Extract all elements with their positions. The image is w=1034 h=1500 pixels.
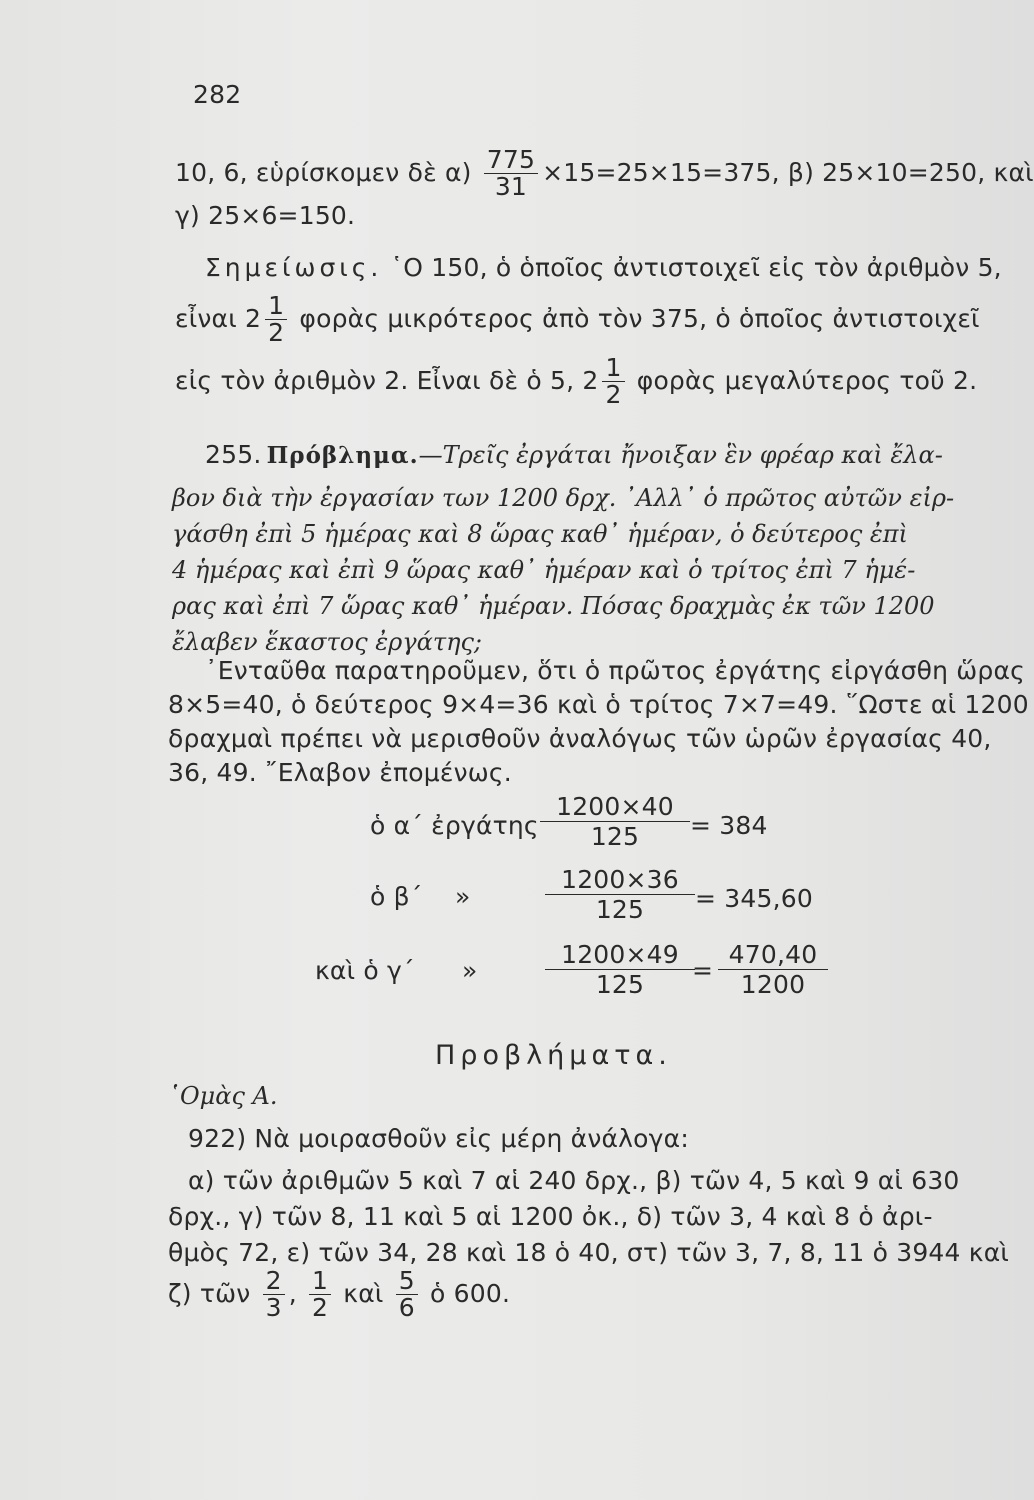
solution-line-2: γ) 25×6=150. <box>175 201 356 230</box>
problem-number: 255. <box>205 440 262 469</box>
equation-1-result: = 384 <box>690 811 768 840</box>
fraction-one-half-2: $\frac{1}{2}$ <box>602 355 624 409</box>
exercise-line-4: θμὸς 72, ε) τῶν 34, 28 καὶ 18 ὁ 40, στ) τῶν 3, 7, 8, 11 ὁ 3944 καὶ <box>168 1238 1010 1267</box>
fraction-one-half: $\frac{1}{2}$ <box>265 293 287 347</box>
problem-title: Πρόβλημα. <box>266 442 419 469</box>
problem-text-1: —Τρεῖς ἐργάται ἤνοιξαν ἓν φρέαρ καὶ ἔλα- <box>418 441 943 469</box>
problem-line-1 <box>205 440 943 469</box>
equation-2-result: = 345,60 <box>695 884 813 913</box>
line1-end: ×15=25×15=375, β) 25×10=250, καὶ <box>542 157 1034 187</box>
note-text: ῾Ο 150, ὁ ὁποῖος ἀντιστοιχεῖ εἰς τὸν ἀριθμὸν 5, <box>390 253 1002 282</box>
exercise-line-2: α) τῶν ἀριθμῶν 5 καὶ 7 αἱ 240 δρχ., β) τῶν 4, 5 καὶ 9 αἱ 630 <box>188 1166 960 1195</box>
problem-line-6: ἔλαβεν ἕκαστος ἐργάτης; <box>172 628 482 656</box>
fraction-five-sixths: $\frac{5}{6}$ <box>396 1268 418 1322</box>
exercise-line-1: 922) Νὰ μοιρασθοῦν εἰς μέρη ἀνάλογα: <box>188 1124 689 1153</box>
solution-text-2: 8×5=40, ὁ δεύτερος 9×4=36 καὶ ὁ τρίτος 7×7=49. ῞Ωστε αἱ 1200 <box>168 690 1029 719</box>
group-label: ῾Ομὰς Α. <box>168 1082 278 1110</box>
fraction-775-31: $\frac{775}{31}$ <box>484 147 538 201</box>
problem-line-3: γάσθη ἐπὶ 5 ἡμέρας καὶ 8 ὥρας καθ᾿ ἡμέραν, ὁ δεύτερος ἐπὶ <box>172 520 908 548</box>
page-number: 282 <box>193 80 242 109</box>
note-line-2: εἶναι 2 $\frac{1}{2}$ φορὰς μικρότερος ἀπὸ τὸν 375, ὁ ὁποῖος ἀντιστοιχεῖ <box>175 291 980 348</box>
equation-1-fraction: 1200×40 125 <box>540 792 690 851</box>
solution-text-4: 36, 49. ῎Ελαβον ἐπομένως. <box>168 758 512 787</box>
exercise-line-5: ζ) τῶν $\frac{2}{3}$ , $\frac{1}{2}$ καὶ $\frac{5}{6}$ ὁ 600. <box>168 1266 511 1323</box>
solution-line-1 <box>175 147 1034 201</box>
section-title: Προβλήματα. <box>435 1040 672 1071</box>
equation-label-1: ὁ α΄ ἐργάτης <box>370 811 539 840</box>
problem-line-2: βον διὰ τὴν ἐργασίαν των 1200 δρχ. ᾿Αλλ᾿ ὁ πρῶτος αὐτῶν εἰρ- <box>172 484 955 512</box>
note-line-3: εἰς τὸν ἀριθμὸν 2. Εἶναι δὲ ὁ 5, 2 $\frac{1}{2}$ φορὰς μεγαλύτερος τοῦ 2. <box>175 353 978 410</box>
fraction-one-half-3: $\frac{1}{2}$ <box>309 1268 331 1322</box>
equation-label-2: ὁ β΄ <box>370 882 423 911</box>
solution-text-3: δραχμαὶ πρέπει νὰ μερισθοῦν ἀναλόγως τῶν ὡρῶν ἐργασίας 40, <box>168 724 992 753</box>
exercise-line-3: δρχ., γ) τῶν 8, 11 καὶ 5 αἱ 1200 ὀκ., δ) τῶν 3, 4 καὶ 8 ὁ ἀρι- <box>168 1202 933 1231</box>
solution-text-1: ᾿Ενταῦθα παρατηροῦμεν, ὅτι ὁ πρῶτος ἐργάτης εἰργάσθη ὥρας <box>205 656 1026 685</box>
ditto-mark-3: » <box>462 956 478 985</box>
problem-line-5: ρας καὶ ἐπὶ 7 ὥρας καθ᾿ ἡμέραν. Πόσας δραχμὰς ἐκ τῶν 1200 <box>172 592 935 620</box>
ditto-mark-2: » <box>455 882 471 911</box>
equation-3-result-fraction: 470,40 1200 <box>718 940 828 999</box>
line1-start: 10, 6, εὑρίσκομεν δὲ α) <box>175 157 472 187</box>
equation-label-3: καὶ ὁ γ΄ <box>315 956 415 985</box>
equals-sign-3: = <box>692 956 714 985</box>
fraction-two-thirds: $\frac{2}{3}$ <box>263 1268 285 1322</box>
note-label: Σημείωσις. <box>205 253 383 282</box>
equation-2-fraction: 1200×36 125 <box>545 865 695 924</box>
problem-line-4: 4 ἡμέρας καὶ ἐπὶ 9 ὥρας καθ᾿ ἡμέραν καὶ ὁ τρίτος ἐπὶ 7 ἡμέ- <box>172 556 916 584</box>
note-line-1 <box>205 253 1002 282</box>
equation-3-fraction: 1200×49 125 <box>545 940 695 999</box>
